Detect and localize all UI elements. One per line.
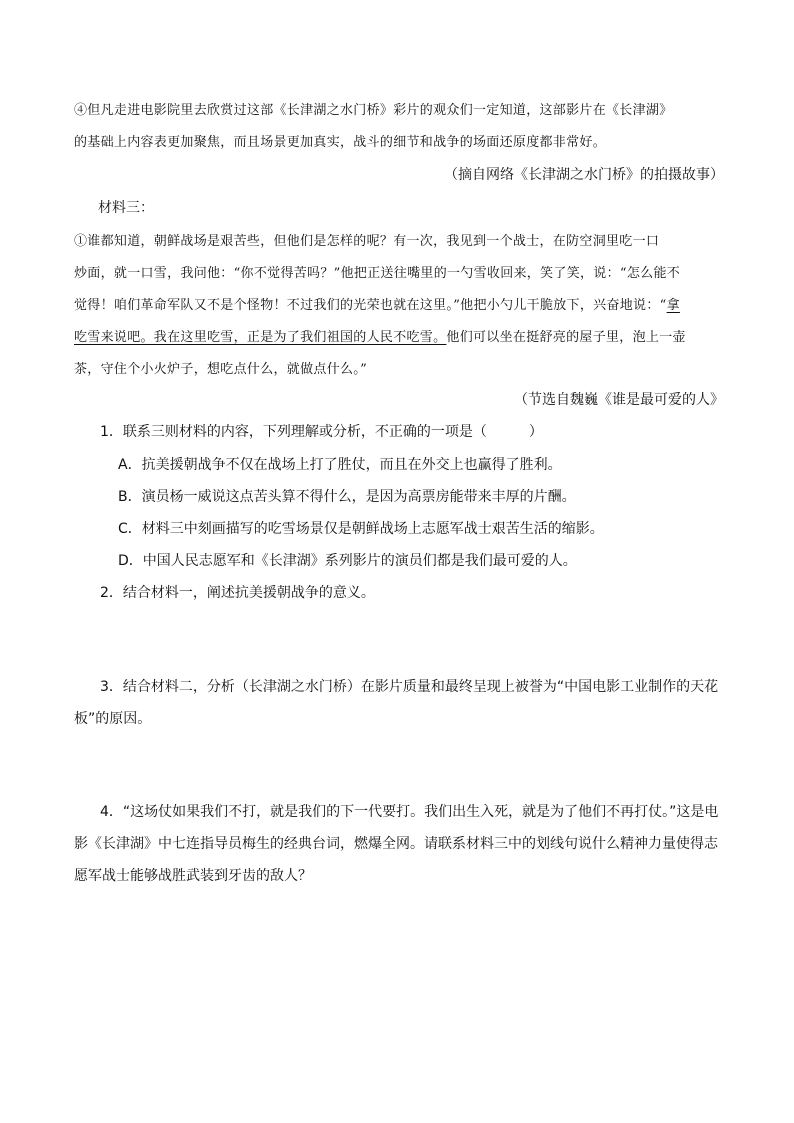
question1-stem: 1．联系三则材料的内容，下列理解或分析，不正确的一项是（ ）: [100, 424, 543, 440]
material3-line1: ①谁都知道，朝鲜战场是艰苦些，但他们是怎样的呢？有一次，我见到一个战士，在防空洞里吃一口: [74, 234, 660, 249]
underlined-sentence-start: 拿: [666, 298, 680, 313]
material3-line2: 炒面，就一口雪，我问他：“你不觉得苦吗？”他把正送往嘴里的一勺雪收回来，笑了笑，说：“怎么能不: [74, 266, 681, 281]
material3-heading: 材料三：: [98, 200, 154, 216]
material3-line3-text: 觉得！咱们革命军队又不是个怪物！不过我们的光荣也就在这里。”他把小勺儿干脆放下，兴奋地说：“: [74, 298, 667, 313]
question2-stem: 2．结合材料一，阐述抗美援朝战争的意义。: [100, 585, 375, 601]
material2-paragraph4-line2: 的基础上内容表更加聚焦，而且场景更加真实，战斗的细节和战争的场面还原度都非常好。: [74, 135, 607, 150]
material2-source: （摘自网络《长津湖之水门桥》的拍摄故事）: [444, 167, 724, 183]
question1-option-a: A．抗美援朝战争不仅在战场上打了胜仗，而且在外交上也赢得了胜利。: [118, 457, 562, 473]
question4-line1: 4．“这场仗如果我们不打，就是我们的下一代要打。我们出生入死，就是为了他们不再打仗。”这是电: [100, 804, 719, 820]
material2-paragraph4-line1: ④但凡走进电影院里去欣赏过这部《长津湖之水门桥》彩片的观众们一定知道，这部影片在《长津湖》: [74, 103, 673, 118]
question3-line1: 3．结合材料二，分析（长津湖之水门桥）在影片质量和最终呈现上被誉为“中国电影工业制作的天花: [100, 679, 719, 695]
material3-line5: 茶，守住个小火炉子，想吃点什么，就做点什么。”: [74, 362, 368, 377]
material3-source: （节选自魏巍《谁是最可爱的人》: [514, 392, 724, 408]
material3-line3: [74, 296, 724, 316]
material3-line4: [74, 328, 724, 348]
underlined-sentence: 吃雪来说吧。我在这里吃雪，正是为了我们祖国的人民不吃雪。: [74, 330, 447, 345]
question3-line2: 板”的原因。: [74, 711, 152, 727]
question1-option-c: C．材料三中刻画描写的吃雪场景仅是朝鲜战场上志愿军战士艰苦生活的缩影。: [118, 521, 604, 537]
material3-line4-rest: 他们可以坐在挺舒亮的屋子里，泡上一壶: [446, 330, 686, 345]
question4-line3: 愿军战士能够战胜武装到牙齿的敌人？: [74, 868, 312, 884]
question1-option-d: D．中国人民志愿军和《长津湖》系列影片的演员们都是我们最可爱的人。: [118, 553, 577, 569]
question4-line2: 影《长津湖》中七连指导员梅生的经典台词，燃爆全网。请联系材料三中的划线句说什么精神力量使得志: [74, 836, 718, 852]
question1-option-b: B．演员杨一威说这点苦头算不得什么，是因为高票房能带来丰厚的片酬。: [118, 489, 576, 505]
